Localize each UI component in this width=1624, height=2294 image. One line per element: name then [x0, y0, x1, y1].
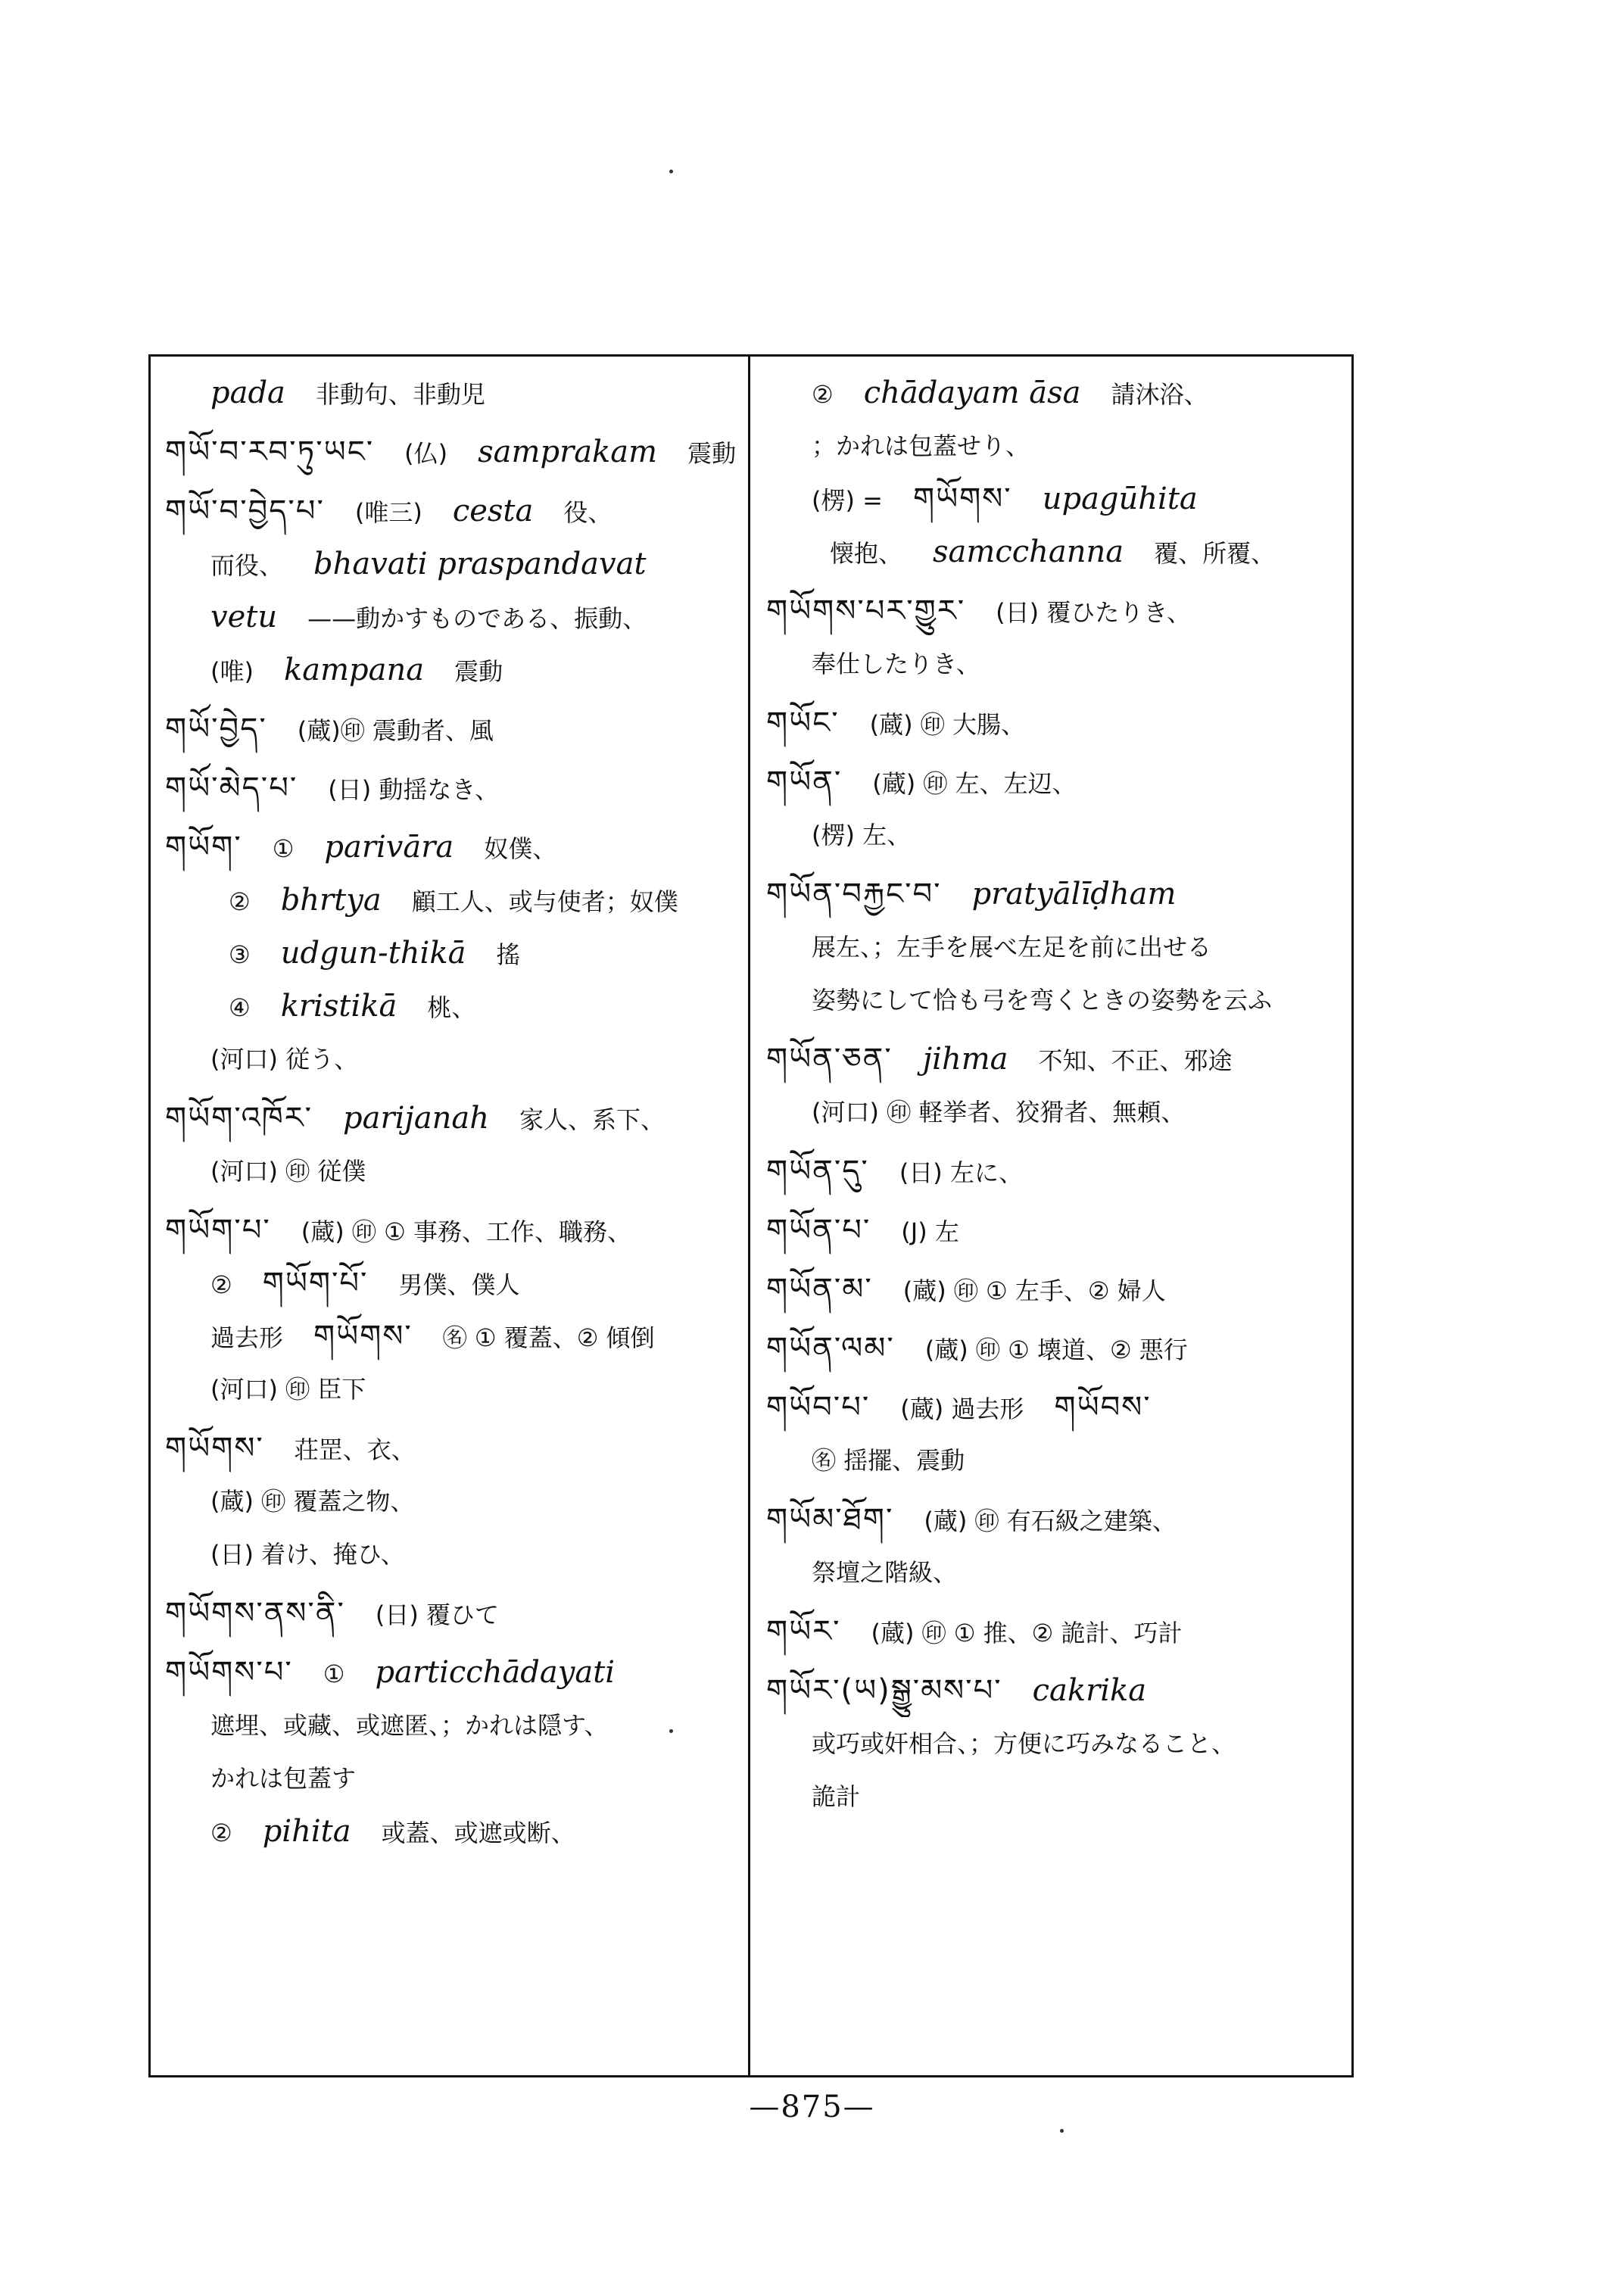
tibetan-headword: གཡོ་བ་རབ་ཏུ་ཡང་	[165, 435, 375, 469]
sanskrit-term: pada	[210, 376, 285, 410]
japanese-gloss: 過去形	[210, 1323, 284, 1352]
tibetan-headword: གཡོག་འཁོར་	[165, 1101, 313, 1136]
entry-line	[165, 485, 748, 538]
entry-line	[165, 1528, 748, 1581]
tibetan-headword: གཡོན་པ་	[766, 1213, 871, 1248]
japanese-gloss: (蔵) ㊞ ① 左手、② 婦人	[902, 1276, 1166, 1305]
sanskrit-term: particchādayati	[375, 1655, 616, 1690]
entry-line	[766, 1434, 1349, 1487]
japanese-gloss: ③	[229, 940, 251, 969]
japanese-gloss: (蔵) ㊞ 有石級之建築、	[924, 1507, 1177, 1535]
entry-line	[165, 366, 748, 419]
entry-line	[165, 538, 748, 591]
sanskrit-term: chādayam āsa	[863, 376, 1081, 410]
japanese-gloss: (唯)	[210, 657, 254, 686]
tibetan-headword: གཡོགས་	[912, 482, 1012, 516]
entry-line	[165, 1475, 748, 1528]
japanese-gloss: (日) 着け、掩ひ、	[210, 1540, 405, 1569]
right-column	[766, 366, 1349, 2070]
japanese-gloss: (日) 覆ひて	[375, 1601, 500, 1629]
japanese-gloss: (河口) ㊞ 臣下	[210, 1375, 366, 1404]
entry-line	[766, 921, 1349, 974]
entry-line	[165, 425, 748, 478]
sanskrit-term: kampana	[283, 653, 425, 687]
tibetan-headword: གཡོམ་ཐོག་	[766, 1502, 894, 1537]
japanese-gloss: ④	[229, 993, 251, 1022]
entry-line	[766, 1086, 1349, 1139]
sanskrit-term: cesta	[452, 494, 534, 528]
japanese-gloss: (蔵) ㊞ 左、左辺、	[872, 769, 1077, 798]
left-column	[165, 366, 748, 2070]
entry-line	[165, 1092, 748, 1145]
speck-mark	[669, 170, 673, 173]
entry-line	[766, 1322, 1349, 1375]
entry-line	[766, 1605, 1349, 1658]
japanese-gloss: 非動句、非動児	[315, 380, 485, 409]
japanese-gloss: (蔵) ㊞ ① 推、② 詭計、巧計	[871, 1619, 1183, 1647]
entry-line	[165, 644, 748, 697]
entry-line	[766, 472, 1349, 525]
tibetan-headword: གཡོན་ལམ་	[766, 1331, 895, 1366]
sanskrit-term: pratyālīḍham	[971, 877, 1177, 912]
japanese-gloss: 家人、系下、	[519, 1105, 665, 1134]
entry-line	[766, 525, 1349, 578]
entry-line	[766, 1263, 1349, 1316]
tibetan-headword: གཡོན་དུ་	[766, 1154, 869, 1189]
sanskrit-term: samcchanna	[933, 535, 1124, 569]
entry-line	[766, 1770, 1349, 1823]
entry-line	[165, 703, 748, 756]
japanese-gloss: 搖	[496, 940, 521, 969]
tibetan-headword: གཡོ་བྱེད་	[165, 712, 267, 746]
tibetan-headword: གཡོག་པ་	[165, 1213, 271, 1248]
tibetan-headword: གཡོན་ཅན་	[766, 1042, 893, 1077]
sanskrit-term: pihita	[262, 1814, 351, 1849]
japanese-gloss: 姿勢にして恰も弓を弯くときの姿勢を云ふ	[812, 986, 1273, 1015]
japanese-gloss: 震動	[454, 657, 503, 686]
japanese-gloss: 覆、所覆、	[1154, 539, 1276, 568]
entry-line	[165, 980, 748, 1033]
entry-line	[165, 1145, 748, 1198]
entry-line	[165, 821, 748, 874]
entry-line	[165, 1310, 748, 1363]
tibetan-headword: གཡོར་	[766, 1614, 841, 1649]
japanese-gloss: (楞) 左、	[812, 821, 912, 849]
japanese-gloss: (仏)	[404, 439, 448, 468]
tibetan-headword: གཡོར་(ཡ)སྒྱུ་མས་པ་	[766, 1673, 1002, 1708]
tibetan-headword: གཡོ་བ་བྱེད་པ་	[165, 494, 325, 528]
tibetan-headword: གཡོབ་པ་	[766, 1390, 871, 1425]
tibetan-headword: གཡོན་མ་	[766, 1272, 873, 1307]
entry-line	[766, 868, 1349, 921]
entry-line	[165, 1363, 748, 1416]
entry-line	[165, 1587, 748, 1640]
japanese-gloss: ㊔ 揺擺、震動	[812, 1446, 965, 1475]
japanese-gloss: 不知、不正、邪途	[1038, 1046, 1233, 1075]
entry-line	[766, 1145, 1349, 1198]
japanese-gloss: ①	[272, 834, 295, 863]
japanese-gloss: (唯三)	[354, 498, 422, 527]
entry-line	[766, 419, 1349, 472]
entry-line	[165, 1646, 748, 1699]
sanskrit-term: samprakam	[478, 435, 658, 469]
japanese-gloss: 震動	[687, 439, 737, 468]
entry-line	[766, 1204, 1349, 1257]
japanese-gloss: かれは包蓋す	[210, 1764, 357, 1793]
japanese-gloss: 遮埋、或藏、或遮匿、；かれは隠す、	[210, 1711, 609, 1740]
sanskrit-term: bhavati praspandavat	[313, 547, 647, 581]
japanese-gloss: (河口) ㊞ 従僕	[210, 1157, 366, 1186]
entry-line	[766, 637, 1349, 690]
tibetan-headword: གཡོང་	[766, 706, 840, 740]
entry-line	[766, 584, 1349, 637]
entry-line	[766, 1033, 1349, 1086]
entry-line	[165, 591, 748, 644]
japanese-gloss: (楞) =	[812, 486, 883, 515]
tibetan-headword: གཡོབས་	[1054, 1390, 1152, 1425]
japanese-gloss: (蔵) 過去形	[900, 1395, 1024, 1423]
japanese-gloss: 懐抱、	[830, 539, 903, 568]
entry-line	[766, 974, 1349, 1027]
sanskrit-term: upagūhita	[1042, 482, 1198, 516]
japanese-gloss: 奴僕、	[484, 834, 557, 863]
japanese-gloss: ——動かすものである、振動、	[307, 604, 647, 633]
japanese-gloss: (日) 左に、	[899, 1158, 1023, 1187]
japanese-gloss: (蔵) ㊞ ① 壊道、② 悪行	[924, 1336, 1188, 1364]
entry-line	[766, 1381, 1349, 1434]
tibetan-headword: གཡོན་བརྐྱང་བ་	[766, 877, 942, 912]
japanese-gloss: ㊔ ① 覆蓋、② 傾倒	[442, 1323, 655, 1352]
japanese-gloss: (J) 左	[901, 1217, 959, 1246]
entry-line	[165, 1257, 748, 1310]
japanese-gloss: 桃、	[427, 993, 476, 1022]
tibetan-headword: གཡོགས་པར་གྱུར་	[766, 594, 966, 628]
japanese-gloss: (河口) 従う、	[210, 1045, 359, 1074]
tibetan-headword: གཡོག་པོ་	[262, 1266, 369, 1301]
entry-line	[165, 874, 748, 927]
entry-line	[165, 927, 748, 980]
sanskrit-term: jihma	[922, 1042, 1008, 1077]
entry-line	[165, 762, 748, 815]
japanese-gloss: ；かれは包蓋せり、	[812, 432, 1030, 460]
page-number: —875—	[749, 2090, 875, 2124]
tibetan-headword: གཡོ་མེད་པ་	[165, 771, 298, 806]
entry-line	[766, 1546, 1349, 1599]
entry-line	[766, 756, 1349, 809]
entry-line	[766, 366, 1349, 419]
japanese-gloss: 或巧或奸相合、；方便に巧みなること、	[812, 1729, 1236, 1758]
tibetan-headword: གཡོགས་ནས་ནི་	[165, 1596, 345, 1631]
entry-line	[766, 1664, 1349, 1717]
entry-line	[766, 697, 1349, 750]
japanese-gloss: 或蓋、或遮或断、	[381, 1819, 575, 1847]
japanese-gloss: ②	[812, 380, 834, 409]
japanese-gloss: (蔵) ㊞ 覆蓋之物、	[210, 1487, 415, 1516]
entry-line	[165, 1805, 748, 1858]
tibetan-headword: གཡོགས་པ་	[165, 1655, 293, 1690]
entry-line	[766, 1493, 1349, 1546]
japanese-gloss: ②	[229, 887, 251, 916]
sanskrit-term: kristikā	[280, 989, 397, 1024]
sanskrit-term: parivāra	[324, 830, 454, 865]
japanese-gloss: 祭壇之階級、	[812, 1558, 958, 1587]
entry-line	[165, 1204, 748, 1257]
japanese-gloss: (河口) ㊞ 軽挙者、狡猾者、無頼、	[812, 1098, 1186, 1127]
entry-line	[165, 1752, 748, 1805]
japanese-gloss: 役、	[563, 498, 613, 527]
entry-line	[165, 1699, 748, 1752]
tibetan-headword: གཡོགས་	[165, 1431, 264, 1466]
sanskrit-term: cakrika	[1032, 1673, 1147, 1708]
japanese-gloss: 顧工人、或与使者；奴僕	[411, 887, 678, 916]
entry-line	[165, 1422, 748, 1475]
japanese-gloss: ②	[210, 1819, 232, 1847]
sanskrit-term: parijanah	[343, 1101, 490, 1136]
sanskrit-term: vetu	[210, 600, 278, 634]
sanskrit-term: bhrtya	[280, 883, 382, 918]
japanese-gloss: (日) 動揺なき、	[328, 775, 500, 804]
japanese-gloss: (蔵) ㊞ 大腸、	[869, 710, 1025, 739]
japanese-gloss: ②	[210, 1270, 232, 1299]
sanskrit-term: udgun-thikā	[280, 936, 466, 971]
japanese-gloss: 而役、	[210, 551, 284, 580]
japanese-gloss: 奉仕したりき、	[812, 650, 980, 678]
tibetan-headword: གཡོགས་	[313, 1319, 413, 1354]
japanese-gloss: (蔵) ㊞ ① 事務、工作、職務、	[301, 1217, 631, 1246]
japanese-gloss: (蔵)㊞ 震動者、風	[297, 716, 494, 745]
japanese-gloss: 荘罡、衣、	[294, 1435, 416, 1464]
tibetan-headword: གཡོན་	[766, 765, 843, 799]
japanese-gloss: 詭計	[812, 1782, 861, 1811]
entry-line	[165, 1033, 748, 1086]
japanese-gloss: 展左、；左手を展べ左足を前に出せる	[812, 933, 1212, 962]
entry-line	[766, 1717, 1349, 1770]
column-divider	[748, 354, 750, 2077]
japanese-gloss: 請沐浴、	[1111, 380, 1208, 409]
japanese-gloss: (日) 覆ひたりき、	[996, 598, 1192, 627]
speck-mark	[1060, 2129, 1064, 2133]
entry-line	[766, 809, 1349, 862]
japanese-gloss: ①	[323, 1660, 345, 1688]
tibetan-headword: གཡོག་	[165, 830, 242, 865]
japanese-gloss: 男僕、僕人	[398, 1270, 520, 1299]
